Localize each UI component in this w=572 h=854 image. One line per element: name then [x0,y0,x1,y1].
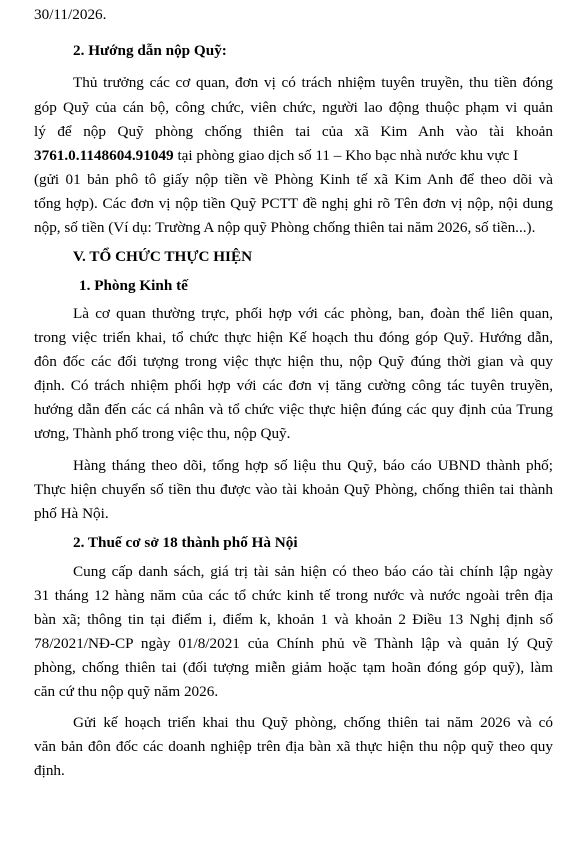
paragraph-line: (gửi 01 bản phô tô giấy nộp tiền về Phòng Kinh tế xã Kim Anh để theo dõi và [34,171,553,188]
paragraph-line: 31 tháng 12 hàng năm của các tổ chức kinh tế trong nước và nước ngoài trên địa [34,587,553,604]
paragraph-line: đôn đốc các đối tượng trong việc thực hiện thu, nộp Quỹ đúng thời gian và quy [34,353,553,370]
paragraph-line: Cung cấp danh sách, giá trị tài sản hiện có theo báo cáo tài chính lập ngày [73,563,553,580]
subsection-heading-phong-kinh-te: 1. Phòng Kinh tế [79,277,188,294]
paragraph-line: ương, Thành phố trong việc thu, nộp Quỹ. [34,425,291,442]
paragraph-line: phố Hà Nội. [34,505,109,522]
paragraph-line: Thực hiện chuyển số tiền thu được vào tài khoản Quỹ Phòng, chống thiên tai thành [34,481,553,498]
paragraph-line: góp Quỹ của cán bộ, công chức, viên chức, người lao động thuộc phạm vi quản [34,99,553,116]
carry-over-text: 30/11/2026. [34,6,107,23]
paragraph-line: phòng, chống thiên tai (đối tượng miễn giảm hoặc tạm hoãn đóng góp quỹ), làm [34,659,553,676]
account-number: 3761.0.1148604.91049 [34,147,174,164]
account-line-rest: tại phòng giao dịch số 11 – Kho bạc nhà nước khu vực I [173,147,519,164]
paragraph-line: căn cứ thu nộp quỹ năm 2026. [34,683,219,700]
paragraph-line: tổng hợp). Các đơn vị nộp tiền Quỹ PCTT đề nghị ghi rõ Tên đơn vị nộp, nội dung [34,195,553,212]
paragraph-line: lý để nộp Quỹ phòng chống thiên tai của xã Kim Anh vào tài khoản [34,123,553,140]
paragraph-line: hướng dẫn đến các cá nhân và tổ chức việc thực hiện đúng các quy định của Trung [34,401,553,418]
section-heading-huong-dan-nop-quy: 2. Hướng dẫn nộp Quỹ: [73,42,227,59]
paragraph-line: 78/2021/NĐ-CP ngày 01/8/2021 của Chính phủ về Thành lập và quản lý Quỹ [34,635,553,652]
paragraph-line: Hàng tháng theo dõi, tổng hợp số liệu thu Quỹ, báo cáo UBND thành phố; [73,457,553,474]
paragraph-line: định. Có trách nhiệm phối hợp với các đơn vị tăng cường công tác tuyên truyền, [34,377,553,394]
section-heading-to-chuc-thuc-hien: V. TỔ CHỨC THỰC HIỆN [73,248,253,265]
paragraph-line: định. [34,762,65,779]
paragraph-line: văn bản đôn đốc các doanh nghiệp trên địa bàn xã thực hiện thu nộp quỹ theo quy [34,738,553,755]
paragraph-line: bàn xã; thông tin tại điểm i, điểm k, khoản 1 và khoản 2 Điều 13 Nghị định số [34,611,553,628]
paragraph-line: Thủ trưởng các cơ quan, đơn vị có trách nhiệm tuyên truyền, thu tiền đóng [73,74,553,91]
paragraph-line: Là cơ quan thường trực, phối hợp với các phòng, ban, đoàn thể liên quan, [73,305,553,322]
subsection-heading-thue-co-so-18: 2. Thuế cơ sở 18 thành phố Hà Nội [73,534,298,551]
paragraph-line: trong việc triển khai, tổ chức thực hiện Kế hoạch thu đóng góp Quỹ. Hướng dẫn, [34,329,553,346]
paragraph-line: nộp, số tiền (Ví dụ: Trường A nộp quỹ Phòng chống thiên tai năm 2026, số tiền...). [34,219,536,236]
paragraph-line: Gửi kế hoạch triển khai thu Quỹ phòng, chống thiên tai năm 2026 và có [73,714,553,731]
